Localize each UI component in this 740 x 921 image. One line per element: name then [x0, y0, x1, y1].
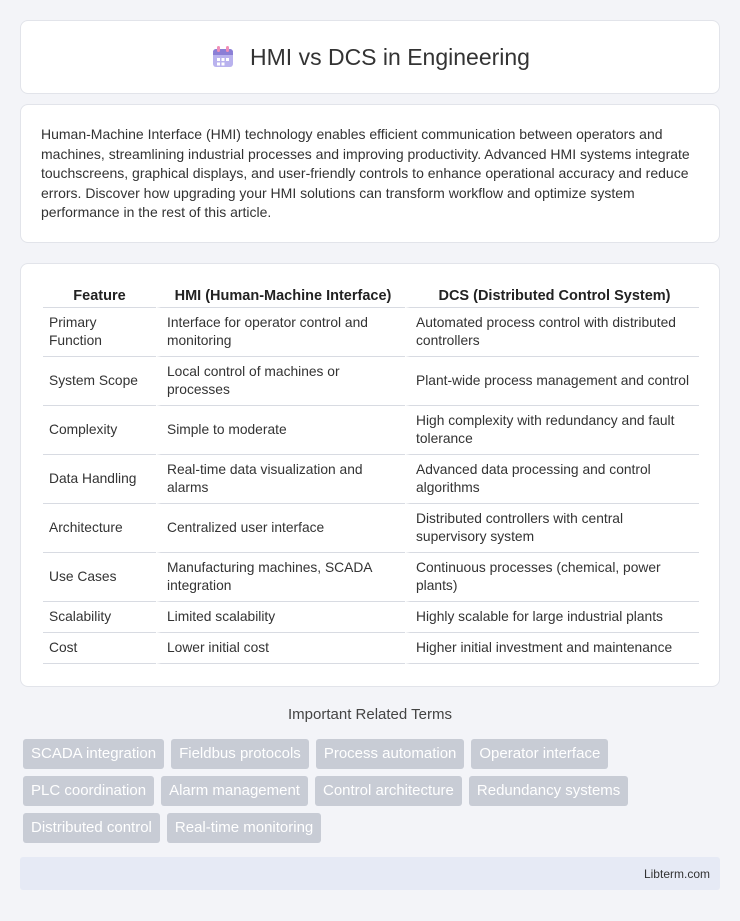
table-row	[43, 357, 699, 406]
footer-site-link[interactable]: Libterm.com	[643, 866, 710, 881]
table-cell: Plant-wide process management and control	[405, 357, 699, 406]
table-row	[43, 308, 699, 357]
column-header: Feature	[43, 284, 156, 308]
calendar-icon	[210, 44, 236, 70]
column-header: HMI (Human-Machine Interface)	[156, 284, 405, 308]
comparison-table	[43, 284, 699, 664]
table-row	[43, 633, 699, 664]
table-cell: Primary Function	[43, 308, 156, 357]
table-row	[43, 602, 699, 633]
table-cell: Higher initial investment and maintenance	[405, 633, 699, 664]
table-row	[43, 504, 699, 553]
comparison-table-card	[20, 263, 720, 687]
table-cell: System Scope	[43, 357, 156, 406]
related-term-tag[interactable]: Real-time monitoring	[167, 813, 321, 843]
related-term-tag[interactable]: Redundancy systems	[469, 776, 628, 806]
table-cell: Cost	[43, 633, 156, 664]
table-cell: Advanced data processing and control algorithms	[405, 455, 699, 504]
related-term-tag[interactable]: SCADA integration	[23, 739, 164, 769]
related-terms-list	[23, 739, 723, 843]
table-cell: High complexity with redundancy and fault tolerance	[405, 406, 699, 455]
related-term-tag[interactable]: Alarm management	[161, 776, 308, 806]
table-cell: Continuous processes (chemical, power plants)	[405, 553, 699, 602]
related-term-tag[interactable]: Operator interface	[471, 739, 608, 769]
table-cell: Local control of machines or processes	[156, 357, 405, 406]
table-header-row	[43, 284, 699, 308]
title-card	[20, 20, 720, 94]
table-cell: Architecture	[43, 504, 156, 553]
table-cell: Real-time data visualization and alarms	[156, 455, 405, 504]
table-row	[43, 406, 699, 455]
table-cell: Limited scalability	[156, 602, 405, 633]
intro-paragraph: Human-Machine Interface (HMI) technology enables efficient communication between operators and machines, streamlining industrial processes and improving productivity. Advanced HMI systems integrate touchscreens, graphical displays, and user-friendly controls to enhance operational accuracy and reduce errors. Discover how upgrading your HMI solutions can transform workflow and optimize system performance in the rest of this article.	[41, 126, 690, 220]
related-term-tag[interactable]: Process automation	[316, 739, 465, 769]
table-cell: Automated process control with distributed controllers	[405, 308, 699, 357]
table-row	[43, 455, 699, 504]
table-cell: Use Cases	[43, 553, 156, 602]
footer	[20, 857, 720, 890]
table-cell: Data Handling	[43, 455, 156, 504]
table-cell: Scalability	[43, 602, 156, 633]
related-terms-heading: Important Related Terms	[288, 706, 452, 723]
table-cell: Interface for operator control and monitoring	[156, 308, 405, 357]
table-cell: Lower initial cost	[156, 633, 405, 664]
related-term-tag[interactable]: Control architecture	[315, 776, 462, 806]
table-cell: Distributed controllers with central supervisory system	[405, 504, 699, 553]
table-cell: Simple to moderate	[156, 406, 405, 455]
page-title: HMI vs DCS in Engineering	[250, 43, 530, 70]
table-cell: Centralized user interface	[156, 504, 405, 553]
intro-card	[20, 104, 720, 243]
related-term-tag[interactable]: Fieldbus protocols	[171, 739, 309, 769]
table-cell: Highly scalable for large industrial plants	[405, 602, 699, 633]
related-term-tag[interactable]: PLC coordination	[23, 776, 154, 806]
related-term-tag[interactable]: Distributed control	[23, 813, 160, 843]
table-row	[43, 553, 699, 602]
column-header: DCS (Distributed Control System)	[405, 284, 699, 308]
table-cell: Manufacturing machines, SCADA integration	[156, 553, 405, 602]
table-cell: Complexity	[43, 406, 156, 455]
